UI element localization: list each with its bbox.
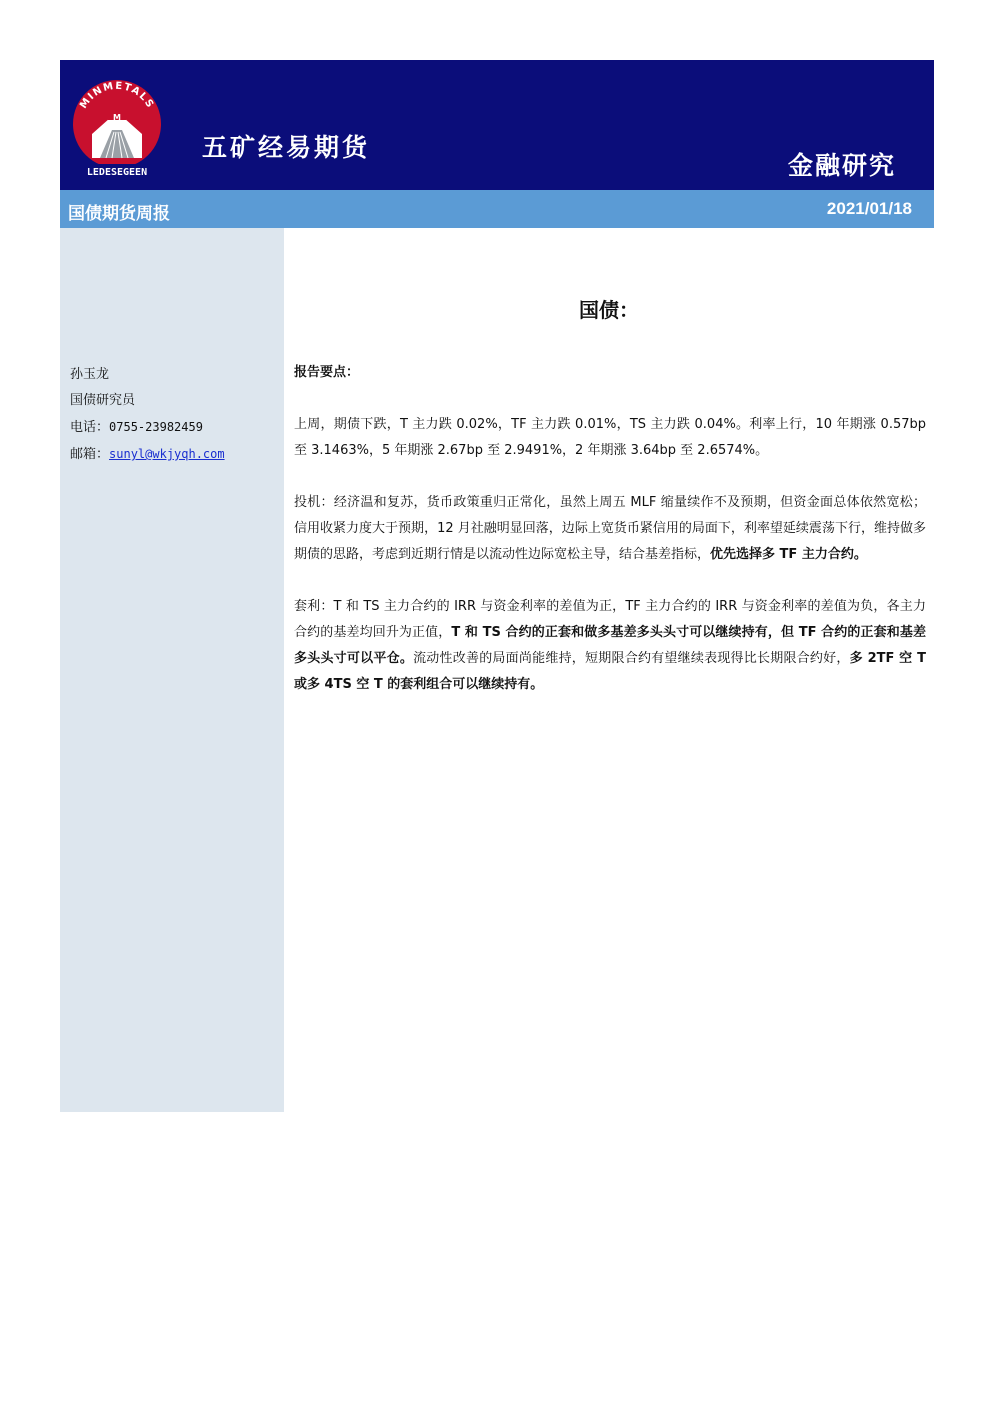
phone-label: 电话： — [70, 420, 110, 435]
svg-text:MINMETALS: MINMETALS — [78, 80, 156, 111]
svg-text:M: M — [113, 113, 121, 122]
author-phone-row — [70, 414, 225, 441]
speculation-text: 投机：经济温和复苏，货币政策重归正常化，虽然上周五 MLF 缩量续作不及预期，但资金面总体依然宽松；信用收紧力度大于预期，12 月社融明显回落，边际上宽货币紧信用的局面下，利率望延续震荡下行，维持做多期债的思路，考虑到近期行情是以流动性边际宽松主导，结合基差指标， — [294, 495, 926, 562]
speculation-paragraph — [294, 490, 926, 568]
arbitrage-conclusion-2: 多 2TF 空 T 或多 4TS 空 T 的套利组合可以继续持有。 — [294, 651, 926, 692]
market-review-paragraph: 上周，期债下跌，T 主力跌 0.02%，TF 主力跌 0.01%，TS 主力跌 0.04%。利率上行，10 年期涨 0.57bp 至 3.1463%，5 年期涨 2.67bp 至 2.9491%，2 年期涨 3.64bp 至 2.6574%。 — [294, 417, 926, 458]
report-type: 国债期货周报 — [68, 204, 170, 224]
arbitrage-text-2: 流动性改善的局面尚能维持，短期限合约有望继续表现得比长期限合约好， — [413, 651, 850, 666]
arbitrage-paragraph — [294, 594, 926, 698]
report-title: 国债： — [579, 298, 639, 322]
company-name: 五矿经易期货 — [202, 133, 371, 162]
arbitrage-conclusion-1: T 和 TS 合约的正套和做多基差多头头寸可以继续持有，但 TF 合约的正套和基差多头头寸可以平仓。 — [294, 625, 926, 666]
phone-number: 0755-23982459 — [109, 420, 203, 434]
author-sidebar — [60, 228, 284, 1112]
report-type-bar — [60, 190, 934, 228]
report-body — [294, 360, 926, 724]
email-link[interactable]: sunyl@wkjyqh.com — [109, 447, 225, 461]
author-name: 孙玉龙 — [70, 367, 110, 382]
summary-heading: 报告要点： — [294, 365, 360, 380]
speculation-conclusion: 优先选择多 TF 主力合约。 — [710, 547, 867, 562]
email-label: 邮箱： — [70, 447, 110, 462]
arbitrage-text-1: 套利：T 和 TS 主力合约的 IRR 与资金利率的差值为正，TF 主力合约的 IRR 与资金利率的差值为负，各主力合约的基差均回升为正值， — [294, 599, 926, 640]
department-name: 金融研究 — [787, 151, 896, 180]
page-header — [60, 60, 934, 190]
minmetals-logo — [70, 74, 164, 180]
report-date: 2021/01/18 — [826, 199, 912, 218]
author-email-row — [70, 441, 225, 468]
author-info — [70, 362, 225, 468]
svg-text:LEDESEGEEN: LEDESEGEEN — [86, 167, 148, 178]
author-title: 国债研究员 — [70, 393, 136, 408]
